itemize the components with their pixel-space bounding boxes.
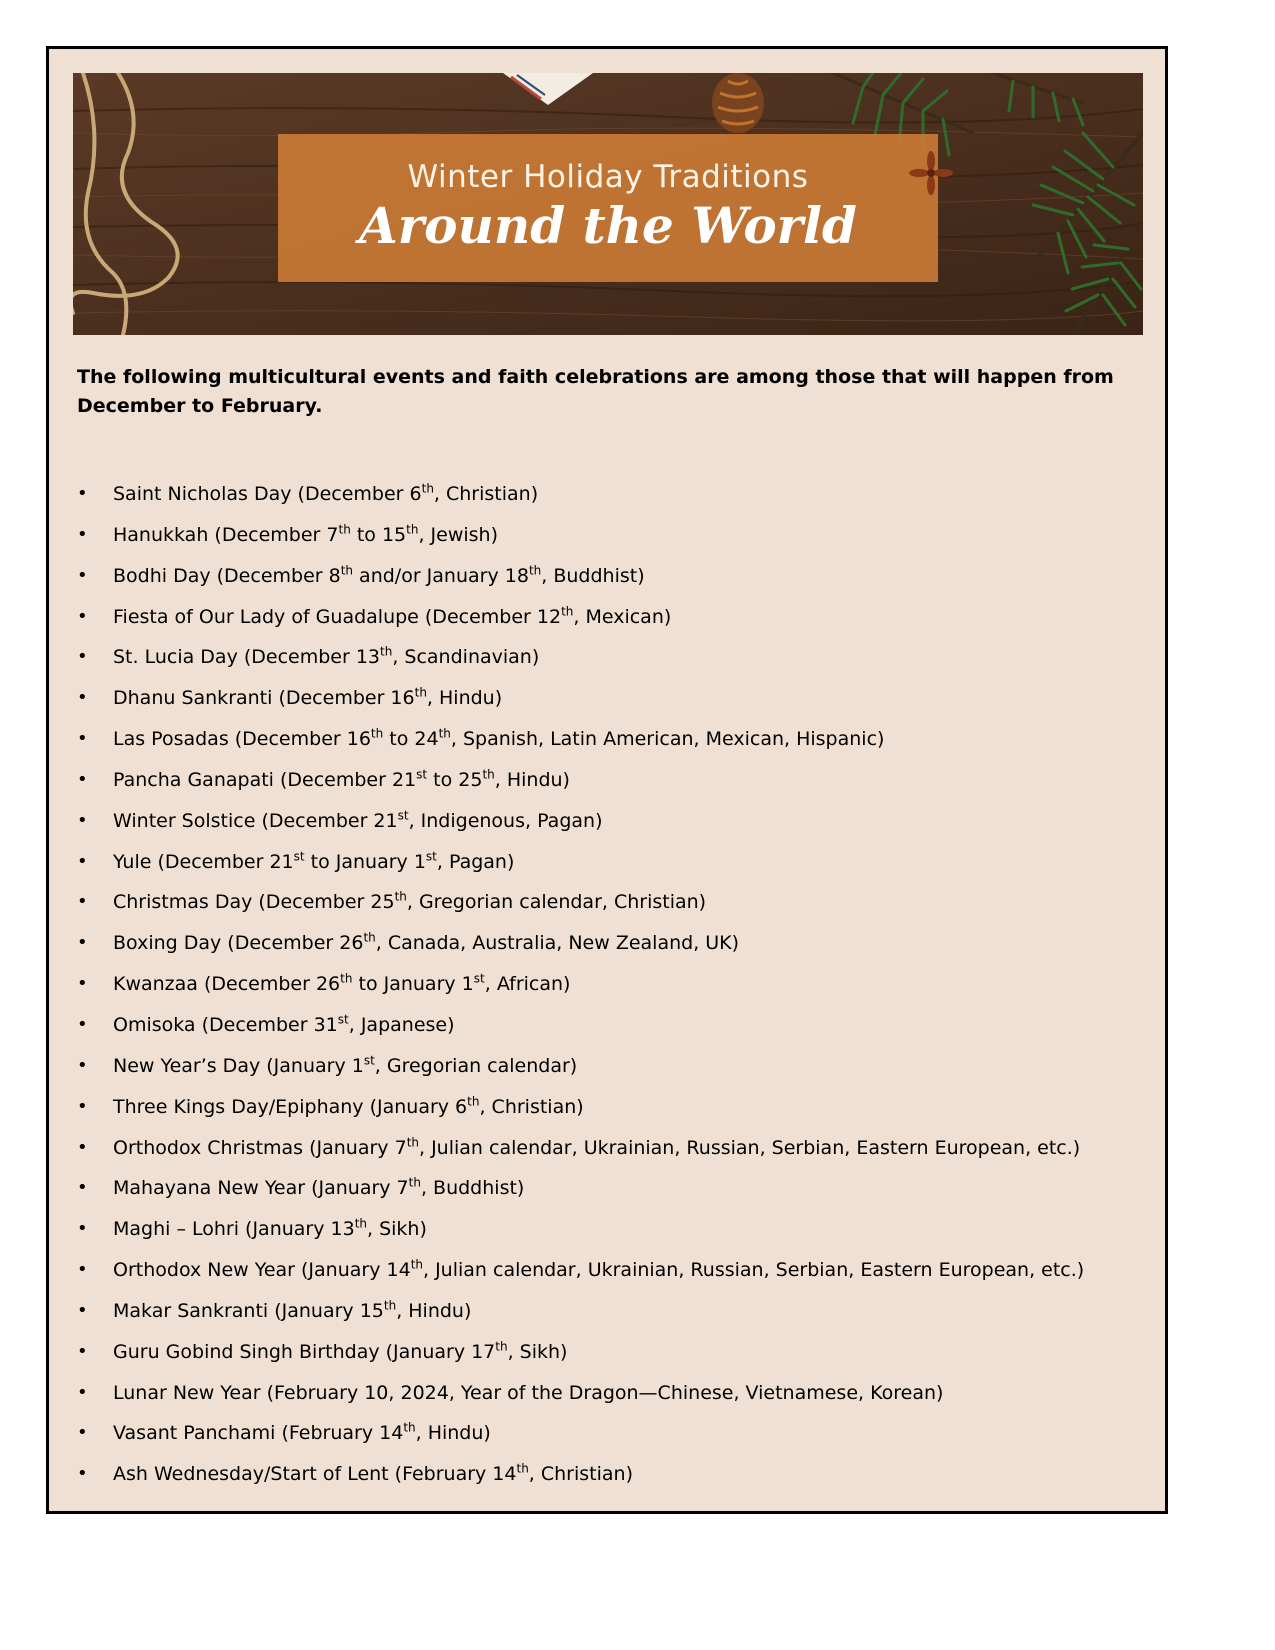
event-text: Hanukkah (December 7th to 15th, Jewish)	[113, 522, 498, 546]
event-item	[75, 1168, 1155, 1209]
event-text: Bodhi Day (December 8th and/or January 18th, Buddhist)	[113, 563, 645, 587]
event-item	[75, 1209, 1155, 1250]
bullet-icon: •	[77, 1259, 88, 1281]
bullet-icon: •	[77, 1054, 88, 1076]
event-item	[75, 842, 1155, 883]
event-item	[75, 515, 1155, 556]
event-item	[75, 474, 1155, 515]
event-item	[75, 760, 1155, 801]
event-text: Dhanu Sankranti (December 16th, Hindu)	[113, 685, 503, 710]
event-item	[75, 882, 1155, 923]
bullet-icon: •	[77, 809, 88, 831]
event-text: Saint Nicholas Day (December 6th, Christian)	[113, 481, 539, 505]
event-item	[75, 556, 1155, 597]
bullet-icon: •	[77, 850, 88, 872]
event-text: Fiesta of Our Lady of Guadalupe (December 12th, Mexican)	[113, 604, 672, 628]
bullet-icon: •	[77, 1463, 88, 1485]
event-text: Orthodox New Year (January 14th, Julian calendar, Ukrainian, Russian, Serbian, Eastern European, etc.)	[113, 1257, 1085, 1282]
header-banner	[73, 73, 1143, 335]
event-item	[75, 964, 1155, 1005]
event-text: Pancha Ganapati (December 21st to 25th, Hindu)	[113, 767, 570, 791]
event-text: New Year’s Day (January 1st, Gregorian calendar)	[113, 1053, 578, 1077]
event-item	[75, 1128, 1155, 1169]
event-text: Guru Gobind Singh Birthday (January 17th, Sikh)	[113, 1339, 568, 1363]
event-item	[75, 1046, 1155, 1087]
event-item	[75, 637, 1155, 678]
event-text: Orthodox Christmas (January 7th, Julian calendar, Ukrainian, Russian, Serbian, Eastern European, etc.)	[113, 1135, 1081, 1159]
intro-paragraph: The following multicultural events and faith celebrations are among those that will happen from December to February.	[77, 366, 1114, 417]
events-list	[75, 474, 1155, 1495]
event-text: Ash Wednesday/Start of Lent (February 14th, Christian)	[113, 1461, 633, 1486]
event-text: Omisoka (December 31st, Japanese)	[113, 1012, 455, 1036]
bullet-icon: •	[77, 768, 88, 790]
event-text: Maghi – Lohri (January 13th, Sikh)	[113, 1216, 427, 1241]
bullet-icon: •	[77, 687, 88, 709]
event-text: Boxing Day (December 26th, Canada, Australia, New Zealand, UK)	[113, 930, 740, 955]
bullet-icon: •	[77, 1013, 88, 1035]
event-text: Yule (December 21st to January 1st, Pagan)	[113, 849, 515, 873]
event-item	[75, 1005, 1155, 1046]
pinecone	[712, 73, 764, 133]
bullet-icon: •	[77, 1422, 88, 1444]
bullet-icon: •	[77, 483, 88, 504]
bullet-icon: •	[77, 1340, 88, 1362]
bullet-icon: •	[77, 564, 88, 586]
banner-title	[278, 134, 938, 282]
event-item	[75, 923, 1155, 964]
event-text: Vasant Panchami (February 14th, Hindu)	[113, 1421, 491, 1445]
event-text: St. Lucia Day (December 13th, Scandinavian)	[113, 645, 540, 669]
bullet-icon: •	[77, 1218, 88, 1240]
event-text: Christmas Day (December 25th, Gregorian calendar, Christian)	[113, 890, 707, 914]
bullet-icon: •	[77, 973, 88, 995]
bullet-icon: •	[77, 1136, 88, 1158]
event-item	[75, 1087, 1155, 1128]
event-item	[75, 678, 1155, 719]
bullet-icon: •	[77, 1381, 88, 1403]
event-text: Mahayana New Year (January 7th, Buddhist)	[113, 1176, 525, 1200]
bullet-icon: •	[77, 1299, 88, 1321]
banner-title-line2: Around the World	[359, 196, 857, 256]
event-item	[75, 1250, 1155, 1291]
event-item	[75, 1413, 1155, 1454]
bullet-icon: •	[77, 605, 88, 627]
bullet-icon: •	[77, 523, 88, 545]
bullet-icon: •	[77, 1177, 88, 1199]
page-frame	[46, 46, 1168, 1514]
event-text: Winter Solstice (December 21st, Indigenous, Pagan)	[113, 808, 603, 832]
event-item	[75, 719, 1155, 760]
event-item	[75, 1373, 1155, 1414]
event-text: Three Kings Day/Epiphany (January 6th, Christian)	[113, 1094, 584, 1118]
event-text: Kwanzaa (December 26th to January 1st, African)	[113, 971, 571, 996]
bullet-icon: •	[77, 728, 88, 750]
bullet-icon: •	[77, 932, 88, 954]
event-item	[75, 801, 1155, 842]
event-item	[75, 597, 1155, 638]
event-text: Makar Sankranti (January 15th, Hindu)	[113, 1298, 472, 1322]
bullet-icon: •	[77, 646, 88, 668]
event-item	[75, 1291, 1155, 1332]
event-item	[75, 1332, 1155, 1373]
bullet-icon: •	[77, 1095, 88, 1117]
bullet-icon: •	[77, 891, 88, 913]
banner-title-line1: Winter Holiday Traditions	[407, 158, 809, 195]
event-text: Lunar New Year (February 10, 2024, Year of the Dragon—Chinese, Vietnamese, Korean)	[113, 1381, 944, 1404]
event-item	[75, 1454, 1155, 1495]
event-text: Las Posadas (December 16th to 24th, Spanish, Latin American, Mexican, Hispanic)	[113, 726, 885, 751]
